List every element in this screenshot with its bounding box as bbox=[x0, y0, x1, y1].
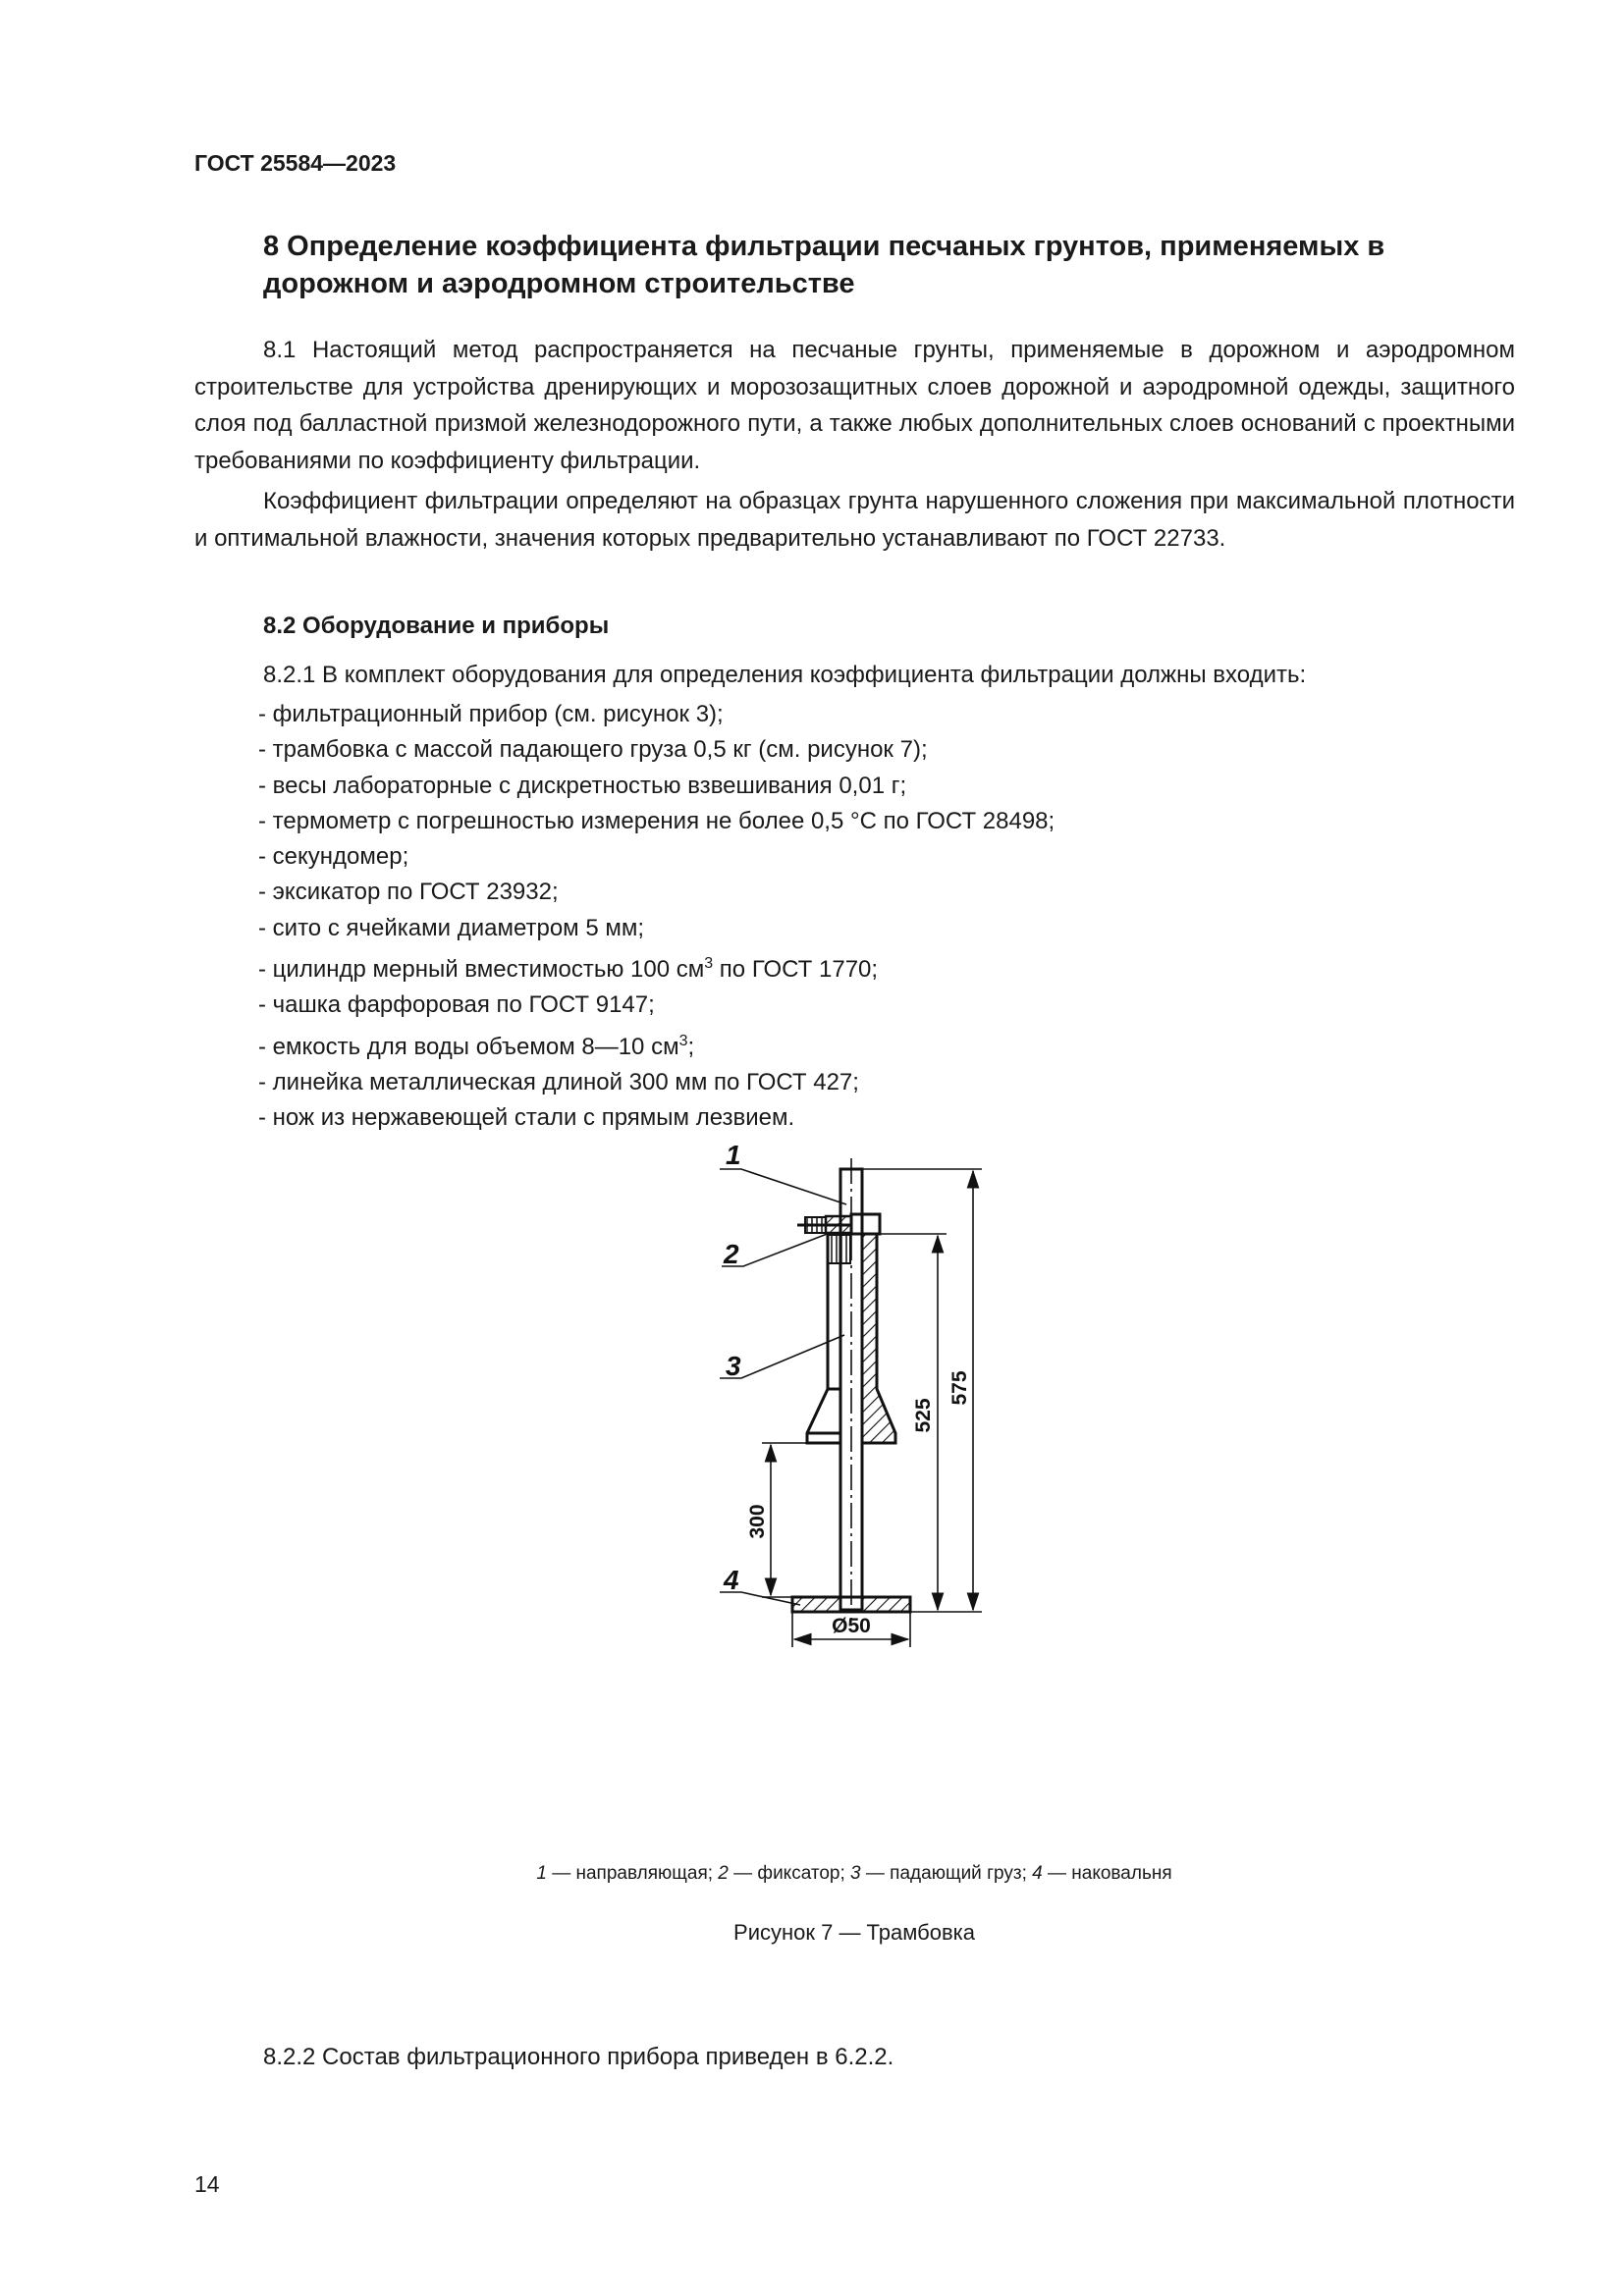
document-header: ГОСТ 25584—2023 bbox=[194, 150, 397, 176]
dimension-diameter-50 bbox=[792, 1612, 910, 1647]
subsection-heading-8-2: 8.2 Оборудование и приборы bbox=[263, 613, 610, 639]
section-title: 8 Определение коэффициента фильтрации песчаных грунтов, применяемых в дорожном и аэродромном строительстве bbox=[263, 231, 1385, 299]
legend-text: — падающий груз; bbox=[860, 1863, 1033, 1884]
legend-text: — фиксатор; bbox=[728, 1863, 851, 1884]
leader-4 bbox=[720, 1565, 800, 1605]
paragraph-8-1: 8.1 Настоящий метод распространяется на песчаные грунты, применяемые в дорожном и аэродромном строительстве для устройства дренирующих и морозозащитных слоев дорожной и аэродромной одежды, защитного слоя под балластной призмой железнодорожного пути, а также любых дополнительных слоев оснований с проектными требованиями по коэффициенту фильтрации. bbox=[194, 337, 1515, 474]
equipment-list-item: - фильтрационный прибор (см. рисунок 3); bbox=[258, 697, 1055, 732]
dimension-label-diameter: Ø50 bbox=[832, 1615, 871, 1637]
leader-1 bbox=[720, 1140, 846, 1204]
svg-text:1: 1 bbox=[726, 1140, 741, 1170]
fixator bbox=[797, 1214, 880, 1234]
paragraph-8-2-1: 8.2.1 В комплект оборудования для определения коэффициента фильтрации должны входить: bbox=[263, 662, 1307, 688]
paragraph-8-2-2: 8.2.2 Состав фильтрационного прибора приведен в 6.2.2. bbox=[263, 2044, 894, 2070]
item-text: по ГОСТ 1770; bbox=[713, 956, 879, 984]
legend-num: 2 bbox=[718, 1863, 729, 1884]
equipment-list-item: - сито с ячейками диаметром 5 мм; bbox=[258, 911, 1055, 946]
equipment-list-item: - нож из нержавеющей стали с прямым лезвием. bbox=[258, 1100, 1055, 1136]
leader-2 bbox=[722, 1233, 830, 1269]
dimension-label-575: 575 bbox=[948, 1370, 971, 1406]
item-text: ; bbox=[687, 1033, 695, 1060]
svg-text:2: 2 bbox=[724, 1239, 739, 1269]
paragraph-8-1-continued: Коэффициент фильтрации определяют на образцах грунта нарушенного сложения при максимальной плотности и оптимальной влажности, значения которых предварительно устанавливают по ГОСТ 22733. bbox=[194, 488, 1515, 552]
legend-num: 1 bbox=[536, 1863, 547, 1884]
equipment-list-item: - весы лабораторные с дискретностью взвешивания 0,01 г; bbox=[258, 769, 1055, 804]
svg-text:3: 3 bbox=[726, 1351, 741, 1381]
figure-legend bbox=[0, 1863, 1624, 1885]
legend-num: 4 bbox=[1032, 1863, 1043, 1884]
equipment-list-item: - трамбовка с массой падающего груза 0,5 кг (см. рисунок 7); bbox=[258, 732, 1055, 768]
figure-caption: Рисунок 7 — Трамбовка bbox=[733, 1920, 975, 1945]
dimension-575 bbox=[862, 1169, 982, 1612]
dimension-label-525: 525 bbox=[912, 1398, 935, 1433]
legend-num: 3 bbox=[850, 1863, 861, 1884]
equipment-list-item: - чашка фарфоровая по ГОСТ 9147; bbox=[258, 988, 1055, 1023]
legend-text: — направляющая; bbox=[546, 1863, 719, 1884]
legend-text: — наковальня bbox=[1042, 1863, 1172, 1884]
dimension-300 bbox=[746, 1443, 807, 1597]
leader-3 bbox=[720, 1335, 844, 1381]
dimension-label-300: 300 bbox=[746, 1504, 769, 1539]
svg-text:4: 4 bbox=[724, 1565, 739, 1595]
item-text: емкость для воды объемом 8—10 см bbox=[272, 1033, 679, 1060]
equipment-list-item: - секундомер; bbox=[258, 839, 1055, 875]
superscript: 3 bbox=[678, 1032, 688, 1049]
item-text: цилиндр мерный вместимостью 100 см bbox=[272, 956, 705, 984]
equipment-list-item: - линейка металлическая длиной 300 мм по ГОСТ 427; bbox=[258, 1065, 1055, 1100]
page-number: 14 bbox=[194, 2171, 220, 2197]
superscript: 3 bbox=[704, 955, 714, 973]
equipment-list-item: - эксикатор по ГОСТ 23932; bbox=[258, 875, 1055, 910]
equipment-list-item: - термометр с погрешностью измерения не более 0,5 °С по ГОСТ 28498; bbox=[258, 804, 1055, 839]
